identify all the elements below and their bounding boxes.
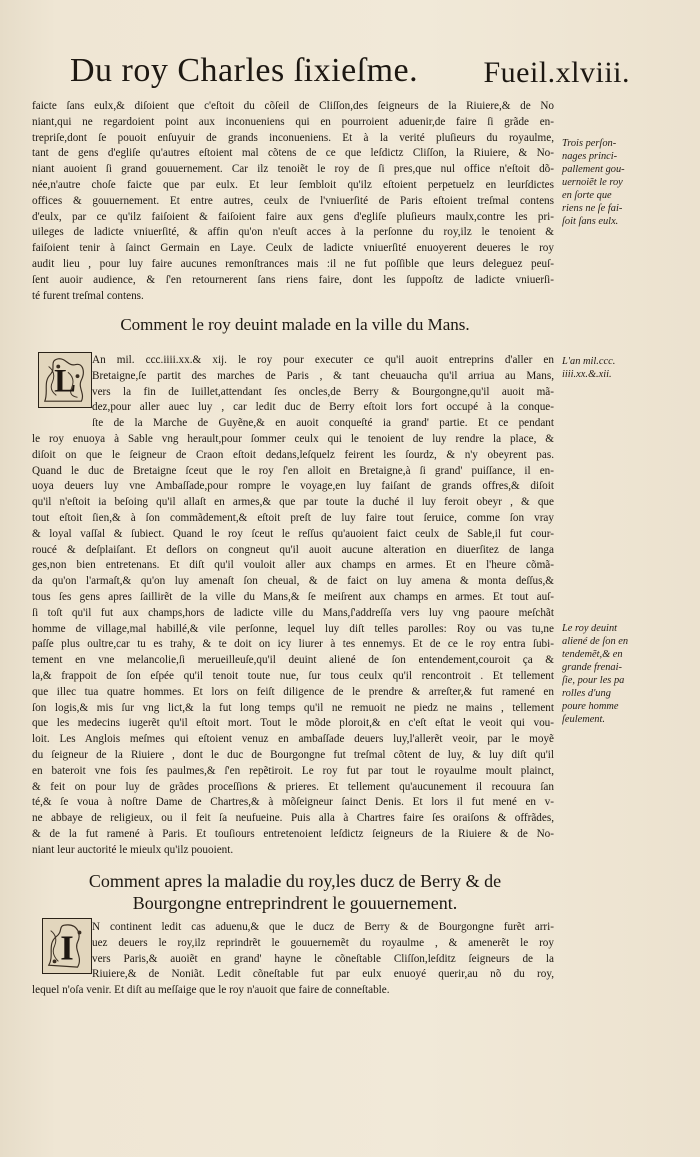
running-title: Du roy Charles ſixieſme. (70, 52, 419, 89)
text-line: tout eſtoit ſien,& à ſon commãdement,& eſtoit preſt de luy faire tout ſeruice, comme ſon vray (32, 511, 554, 524)
text-line: paſſe plus oultre,car tu es trahy, & te doit on icy liurer à tes ennemys. Et de ce le roy entra ſubi- (32, 638, 554, 651)
text-line: trepriſe,dont ſe pouoit enſuyuir de grands inconueniens. Et à la verité pluſieurs du royaulme, (32, 131, 554, 144)
text-line: té furent treſmal contens. (32, 289, 144, 302)
chapter-heading-2 (60, 870, 530, 914)
text-line: & de la fut ramené à Paris. Et touſiours entretenoient leſdictz ſeigneurs de la Riuiere & de No- (32, 827, 554, 840)
initial-letter-l: L (54, 363, 76, 400)
text-line: ges,non bien entretenans. Et diſt qu'il vouloit aller aux champs en armes. Et en l'heure cõmã- (32, 559, 554, 572)
chapter1-paragraph (32, 353, 554, 859)
margin-note-counsellors (562, 137, 662, 228)
chapter-heading-2-line-1: Comment apres la maladie du roy,les ducz de Berry & de (88, 871, 502, 891)
text-line: offices & gouuernement. Et entre autres, ceulx de l'vniuerſité de Paris eſtoient treſmal contens (32, 194, 554, 207)
margin-note-line: poure homme (562, 701, 619, 712)
margin-note-line: pallement gou- (562, 164, 625, 175)
margin-note-line: rolles d'ung (562, 688, 611, 699)
text-line: tous ſes gens apres ſaillirẽt de la ville du Mans,& ſe meiſrent aux champs en armes. Et tout auſ- (32, 590, 554, 603)
text-line: du ſeigneur de la Riuiere , dont le duc de Bourgongne fut treſmal cõtent de luy, & luy diſt qu'il (32, 748, 554, 761)
text-line: le roy enuoya à Sable vng herault,pour ſommer ceulx qui le tenoient de luy rendre la place, & (32, 432, 554, 445)
text-line: vers la fin de Iuillet,attendant ſes oncles,de Berry & Bourgongne,qu'il auoit mã- (92, 385, 554, 398)
text-line: homme de village,mal habillé,& vile perſonne, lequel luy diſt telles parolles: Roy ou vas tu,ne (32, 622, 554, 635)
text-line: que les medecins iugerẽt qu'il eſtoit mort. Tout le mõde ploroit,& en c'eſt eſtat le veoit qui vou- (32, 717, 554, 730)
margin-note-line: uernoiẽt le roy (562, 177, 623, 188)
text-line: Bretaigne,ſe partit des marches de Paris , & tant cheuaucha qu'il arriua au Mans, (92, 369, 554, 382)
margin-note-line: riens ne ſe fai- (562, 203, 623, 214)
text-line: la,& frappoit de ſon eſpée qu'il tenoit toute nue, ſur tous ceulx qu'il rencontroit . Et tellement (32, 669, 554, 682)
text-line: niant,qui ne regardoient point aux inconueniens qui en pourroient aduenir,de faire ſi grãde en- (32, 115, 554, 128)
chapter2-paragraph (32, 920, 554, 999)
chapter-heading-1: Comment le roy deuint malade en la ville du Mans. (120, 315, 470, 334)
text-line: née,n'autre choſe faicte que par eulx. Et leur ſembloit qu'ilz eſtoient perpetuelz en leurſdictes (32, 178, 554, 191)
text-line: uileges de ladicte vniuerſité, & affin qu'on n'euſt acces à la perſonne du roy,ilz le tenoient & (32, 226, 554, 239)
text-line: roucé & deſplaiſant. Et deſlors on congneut qu'il auoit aucune alteration en diuerſitez de langa (32, 543, 554, 556)
chapter2-text (32, 920, 554, 999)
text-line: niant auoient ſi grand gouuernement. Car ilz tenoiẽt le roy de ſi pres,que nul office n'eſtoit dõ- (32, 163, 554, 176)
text-line: té,& ſe voua à noſtre Dame de Chartres,& à mõſeigneur ſainct Denis. Et lors il fut mené en v- (32, 796, 554, 809)
text-line: diſoit on que le ſeigneur de Craon eſtoit dedans,leſquelz feirent les ſourdz, & n'y obeyrent pas. (32, 448, 554, 461)
text-line: faiſoient tenir à ſainct Germain en Laye. Ceulx de ladicte vniuerſité enuoyerent deueres le roy (32, 242, 554, 255)
text-line: ſi toſt qu'il fut aux champs,hors de ladicte ville du Mans,ſ'addreſſa vers luy vng paoure meſchãt (32, 606, 554, 619)
margin-note-line: ſeulement. (562, 714, 605, 725)
margin-note-line: nages princi- (562, 151, 618, 162)
intro-text (32, 99, 554, 304)
margin-note-line: L'an mil.ccc. (562, 356, 616, 367)
text-line: ſte de la Marche de Guyẽne,& en auoit conqueſté ia grand' partie. Et ce pendant (92, 417, 554, 430)
text-line: Quand le duc de Bretaigne ſceut que le roy ſ'en alloit en Bretaigne,à ſi grand' puiſſance, il en- (32, 464, 554, 477)
margin-note-line: ſoit ſans eulx. (562, 216, 619, 227)
text-line: d'eulx, par ce qu'ilz faiſoient & faiſoient faire aux gens d'egliſe pluſieurs maulx,contre les pri- (32, 210, 554, 223)
margin-note-line: grande frenai- (562, 662, 622, 673)
text-line: uoya deuers luy vne Ambaſſade,pour rompre le voyage,en luy faiſant de grands offres,& diſoit (32, 480, 554, 493)
text-line: Riuiere,& de Noniãt. Ledit cõneſtable fut par eulx enuoyé querir,au nõ du roy, (92, 968, 554, 981)
intro-paragraph (32, 99, 554, 304)
text-line: audit lieu , pour luy faire aucunes remonſtrances mais :il ne fut poſſible que leurs deleguez peuſ- (32, 257, 554, 270)
text-line: N continent ledit cas aduenu,& que le ducz de Berry & de Bourgongne furẽt arri- (92, 921, 554, 933)
text-line: ne abbaye de religieux, ou il feit ſa neufueine. Puis alla à Chartres faire ſes oraiſons & offrãdes, (32, 812, 554, 825)
running-header (70, 46, 630, 90)
margin-note-line: en ſorte que (562, 190, 612, 201)
text-line: An mil. ccc.iiii.xx.& xij. le roy pour executer ce qu'il auoit entreprins d'aller en (92, 354, 554, 366)
margin-note-line: ſie, pour les pa (562, 675, 625, 686)
folio-number: Fueil.xlviii. (483, 56, 630, 89)
text-line: loit. Les Anglois meſmes qui eſtoient venuz en ambaſſade deuers luy,l'allerẽt veoir, par le moyẽ (32, 733, 554, 746)
text-line: da qu'on l'armaſt,& qu'on luy amenaſt ſon cheual, & de faict on luy amena & monta deſſus,& (32, 575, 554, 588)
text-line: tant de gens d'egliſe qu'autres eſtoient mal cõtens de ce que leſdictz Cliſſon, la Riuiere, & No- (32, 147, 554, 160)
text-line: ſent auoir audience, & ſ'en retournerent ſans riens faire, dont les ſuppoſtz de ladicte vniuerſi- (32, 273, 554, 286)
margin-note-line: iiii.xx.&.xii. (562, 369, 612, 380)
text-line: ſon logis,& mis ſur vng lict,& la fut long temps qu'il ne remuoit ne piedz ne mains , tellement (32, 701, 554, 714)
text-line: uez deuers le roy,ilz reprindrẽt le gouuernemẽt du royaulme , & amenerẽt le roy (92, 936, 554, 949)
margin-note-madness (562, 622, 662, 726)
text-line: & feit on pour luy de grãdes proceſſions & prieres. Et tellement qu'aucunement il recouura ſan (32, 780, 554, 793)
text-line: qu'il n'eſtoit ia beſoing qu'il allaſt en armes,& que par toute la duché il luy feroit obeyr , & que (32, 496, 554, 509)
margin-note-year (562, 355, 662, 381)
text-line: vers Paris,& auoiẽt en grand' hayne le cõneſtable Cliſſon,leſditz ſeigneurs de la (92, 952, 554, 965)
text-line: lequel n'oſa venir. Et diſt au meſſaige que le roy n'auoit que faire de conneſtable. (32, 984, 390, 997)
chapter-heading-2-line-2: Bourgongne entreprindrent le gouuernement. (132, 893, 458, 913)
text-line: en bateroit vne fois ſes paulmes,& ſ'en repẽtiroit. Le roy fut par tout le royaulme moult plainct, (32, 764, 554, 777)
text-line: tement en vne melancolie,ſi merueilleuſe,qu'il deuint aliené de ſon entendement,couroit ça & (32, 654, 554, 667)
margin-note-line: tendemẽt,& en (562, 649, 623, 660)
margin-note-line: aliené de ſon en (562, 636, 629, 647)
chapter1-text (32, 353, 554, 859)
initial-letter-i: I (60, 929, 74, 968)
text-line: & loyal vaſſal & ſubiect. Quand le roy ſceut le reſſus qu'auoient faict ceulx de Sable,il fut cour- (32, 527, 554, 540)
text-line: dez,pour aller auec luy , car ledit duc de Berry eſtoit lors fort occupé à la conque- (92, 401, 554, 414)
text-line: niant leur auctorité le mieulx qu'ilz pouoient. (32, 843, 234, 856)
text-line: que illec tua quatre hommes. Et lors on feiſt diligence de le prendre & arreſter,& fut ramené en (32, 685, 554, 698)
margin-note-line: Le roy deuint (562, 623, 618, 634)
margin-note-line: Trois perſon- (562, 138, 617, 149)
text-line: faicte ſans eulx,& diſoient que c'eſtoit du cõſeil de Cliſſon,des ſeigneurs de la Riuiere,& de No (32, 100, 554, 112)
